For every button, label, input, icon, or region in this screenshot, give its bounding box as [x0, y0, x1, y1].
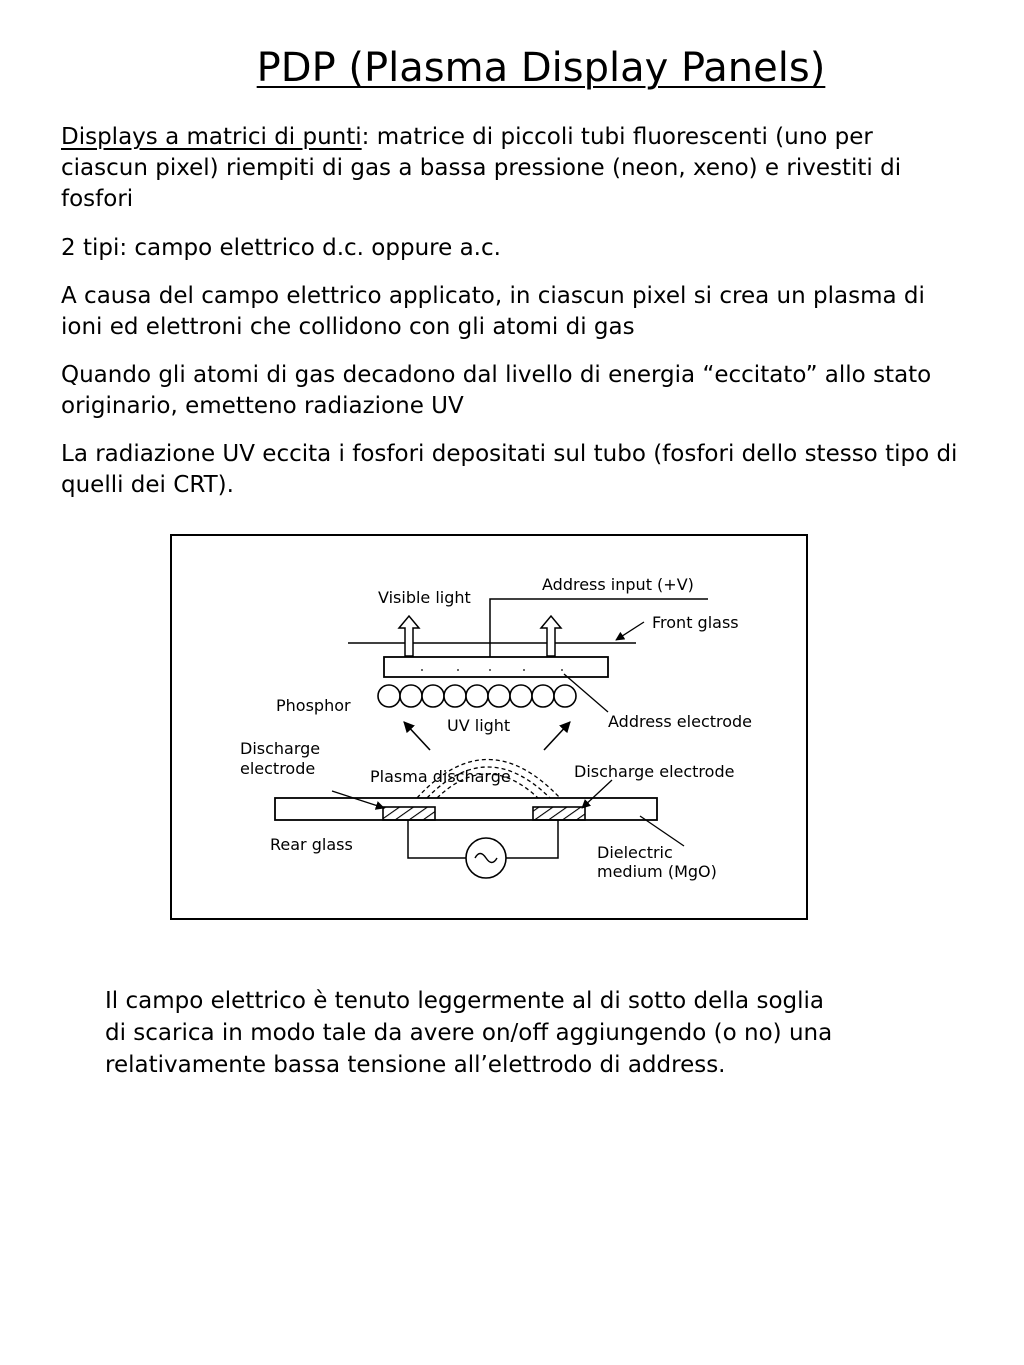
front-glass-plate: [384, 657, 608, 677]
ac-circuit-wire: [408, 820, 466, 858]
paragraph-text: : matrice di piccoli tubi fluorescenti (uno per ciascun pixel) riempiti di gas a bassa pressione (neon, xeno) e rivestiti di fosfori: [61, 124, 902, 212]
front-glass-pointer: [616, 622, 644, 640]
label-uv-light: UV light: [447, 716, 511, 735]
paragraph-electric-field-note: Il campo elettrico è tenuto leggermente al di sotto della soglia di scarica in modo tale da avere on/off aggiungendo (o no) una relativamente bassa tensione all’elettrodo di address.: [105, 988, 833, 1078]
label-plasma-discharge: Plasma discharge: [370, 767, 511, 786]
paragraph-dot-matrix: [61, 122, 961, 215]
visible-light-arrow-left: [399, 616, 419, 656]
discharge-electrode-left: [383, 807, 435, 820]
label-discharge-electrode-right: Discharge electrode: [574, 762, 735, 781]
paragraph-types: 2 tipi: campo elettrico d.c. oppure a.c.: [61, 235, 501, 261]
label-dielectric-1: Dielectric: [597, 843, 673, 862]
label-phosphor: Phosphor: [276, 696, 351, 715]
visible-light-arrow-right: [541, 616, 561, 656]
label-visible-light: Visible light: [378, 588, 471, 607]
discharge-electrode-right: [533, 807, 585, 820]
paragraph-plasma: A causa del campo elettrico applicato, in ciascun pixel si crea un plasma di ioni ed elettroni che collidono con gli atomi di gas: [61, 283, 925, 340]
page-title: PDP (Plasma Display Panels): [256, 45, 826, 91]
pdp-cell-diagram: [170, 534, 808, 920]
paragraph-lead-term: Displays a matrici di punti: [61, 124, 362, 150]
uv-arrow-left: [404, 722, 430, 750]
label-rear-glass: Rear glass: [270, 835, 353, 854]
label-front-glass: Front glass: [652, 613, 739, 632]
label-discharge-electrode-left-1: Discharge: [240, 739, 321, 758]
phosphor-layer: [378, 685, 576, 707]
ac-source-icon: [466, 838, 506, 878]
dielectric-pointer: [640, 816, 684, 846]
label-discharge-electrode-left-2: electrode: [240, 759, 316, 778]
label-address-input: Address input (+V): [542, 575, 694, 594]
label-dielectric-2: medium (MgO): [597, 862, 717, 881]
paragraph-phosphor-excitation: La radiazione UV eccita i fosfori depositati sul tubo (fosfori dello stesso tipo di quelli dei CRT).: [61, 441, 958, 498]
paragraph-uv-emission: Quando gli atomi di gas decadono dal livello di energia “eccitato” allo stato originario, emetteno radiazione UV: [61, 362, 932, 419]
ac-circuit-wire-right: [506, 820, 558, 858]
uv-arrow-right: [544, 722, 570, 750]
label-address-electrode: Address electrode: [608, 712, 753, 731]
pdp-cell-diagram-svg: [172, 536, 806, 918]
rear-glass-plate: [275, 798, 657, 820]
